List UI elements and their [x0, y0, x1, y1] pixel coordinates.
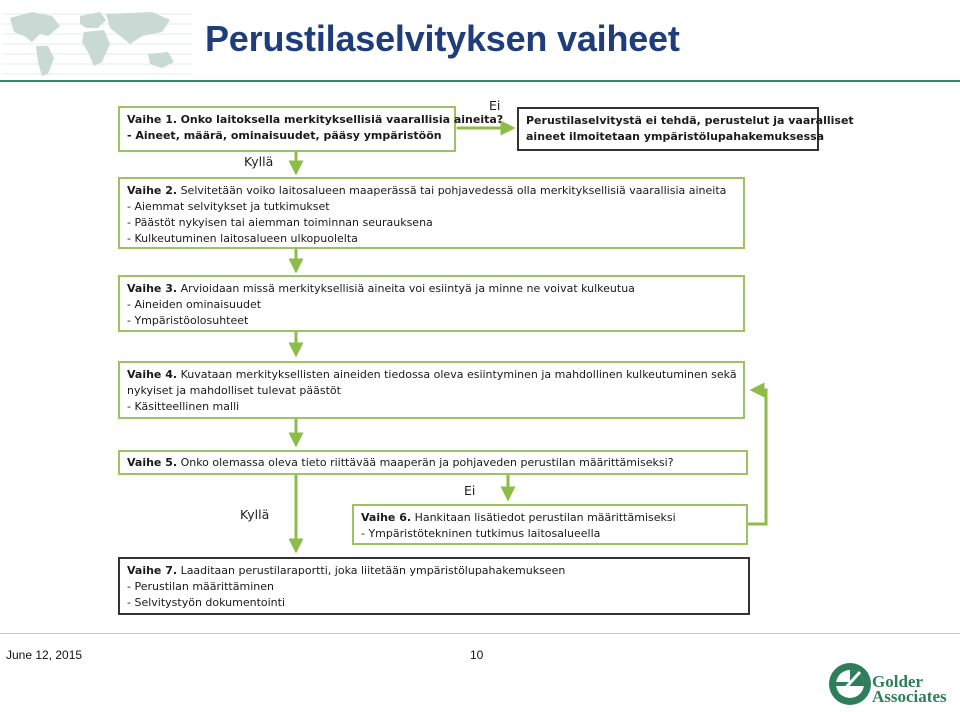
step-7-lead: Vaihe 7. — [127, 564, 178, 577]
flow-step-6 — [352, 504, 748, 545]
step-7-item-1: - Perustilan määrittäminen — [127, 580, 274, 593]
label-kylla-top: Kyllä — [244, 154, 274, 169]
company-name — [872, 674, 947, 704]
flow-step-3 — [118, 275, 745, 332]
step-2-item-1: - Aiemmat selvitykset ja tutkimukset — [127, 200, 330, 213]
flow-step-4 — [118, 361, 745, 419]
step-4-item-1: - Käsitteellinen malli — [127, 400, 240, 413]
company-name-line-2: Associates — [872, 687, 947, 706]
page-number: 10 — [470, 648, 484, 662]
no-assessment-box — [517, 107, 854, 151]
step-2-lead: Vaihe 2. — [127, 184, 178, 197]
flow-step-2 — [118, 177, 745, 249]
footer-date: June 12, 2015 — [6, 648, 83, 662]
step-4-lead: Vaihe 4. — [127, 368, 178, 381]
step-1-lead: Vaihe 1. — [127, 113, 178, 126]
arrow-v6-v4 — [749, 390, 766, 524]
label-ei-mid: Ei — [464, 483, 476, 498]
company-name-line-1: Golder — [872, 672, 923, 691]
step-5-text: Onko olemassa oleva tieto riittävää maaperän ja pohjaveden perustilan määrittämiseksi? — [180, 456, 674, 469]
flow-step-7 — [118, 557, 750, 615]
step-4-text: Kuvataan merkityksellisten aineiden tiedossa oleva esiintyminen ja mahdollinen kulkeutuminen sekä — [180, 368, 737, 381]
step-1-item: - Aineet, määrä, ominaisuudet, pääsy ympäristöön — [127, 129, 442, 142]
flow-step-5 — [118, 450, 748, 475]
flow-step-1 — [118, 106, 504, 152]
no-assessment-line-1: Perustilaselvitystä ei tehdä, perustelut ja vaaralliset — [526, 114, 854, 127]
step-3-lead: Vaihe 3. — [127, 282, 178, 295]
step-2-item-3: - Kulkeutuminen laitosalueen ulkopuolelta — [127, 232, 358, 245]
no-assessment-line-2: aineet ilmoitetaan ympäristölupahakemuksessa — [526, 130, 825, 143]
step-6-item-1: - Ympäristötekninen tutkimus laitosalueella — [361, 527, 601, 540]
step-1-text: Onko laitoksella merkityksellisiä vaarallisia aineita? — [180, 113, 504, 126]
step-3-item-2: - Ympäristöolosuhteet — [127, 314, 249, 327]
step-3-item-1: - Aineiden ominaisuudet — [127, 298, 262, 311]
step-2-text: Selvitetään voiko laitosalueen maaperässä tai pohjavedessä olla merkityksellisiä vaarallisia aineita — [180, 184, 727, 197]
footer-rule — [0, 633, 960, 634]
step-6-lead: Vaihe 6. — [361, 511, 412, 524]
label-ei-top: Ei — [489, 98, 501, 113]
step-7-item-2: - Selvitystyön dokumentointi — [127, 596, 286, 609]
step-5-lead: Vaihe 5. — [127, 456, 178, 469]
step-7-text: Laaditaan perustilaraportti, joka liitetään ympäristölupahakemukseen — [180, 564, 566, 577]
step-6-text: Hankitaan lisätiedot perustilan määrittämiseksi — [414, 511, 676, 524]
label-kylla-mid: Kyllä — [240, 507, 270, 522]
step-2-item-2: - Päästöt nykyisen tai aiemman toiminnan seurauksena — [127, 216, 433, 229]
step-3-text: Arvioidaan missä merkityksellisiä aineita voi esiintyä ja minne ne voivat kulkeutua — [180, 282, 635, 295]
slide-title: Perustilaselvityksen vaiheet — [205, 18, 680, 59]
step-4-text-line-2: nykyiset ja mahdolliset tulevat päästöt — [127, 384, 341, 397]
